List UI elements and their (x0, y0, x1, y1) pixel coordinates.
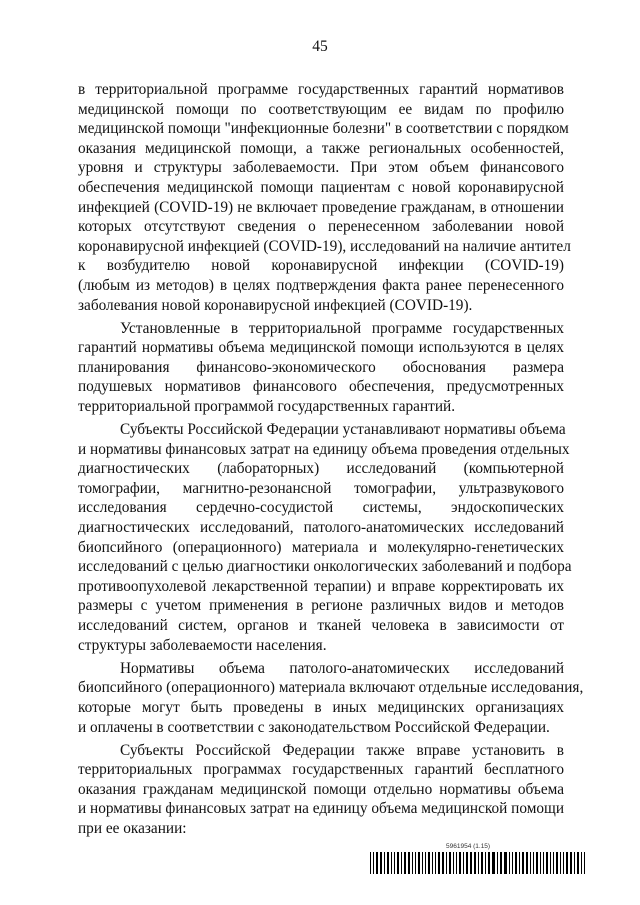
text-line: которых отсутствуют сведения о перенесенном заболевании новой (78, 218, 564, 236)
text-line: планирования финансово-экономического обоснования размера (78, 358, 564, 376)
text-line: биопсийного (операционного) материала включают отдельные исследования, (78, 679, 584, 697)
text-line: к возбудителю новой коронавирусной инфекции (COVID-19) (78, 257, 564, 275)
text-line: томографии, магнитно-резонансной томографии, ультразвукового (78, 479, 564, 497)
text-line: Субъекты Российской Федерации устанавливают нормативы объема (120, 421, 566, 439)
text-line: Субъекты Российской Федерации также вправе установить в (120, 741, 564, 759)
text-line: Установленные в территориальной программе государственных (120, 319, 564, 337)
document-body (78, 80, 584, 842)
document-code: 5961954 (1.15) (446, 843, 491, 850)
text-line: оказания гражданам медицинской помощи отдельно нормативы объема (78, 780, 564, 798)
text-line: медицинской помощи по соответствующим ее видам по профилю (78, 100, 564, 118)
text-line: заболевания новой коронавирусной инфекцией (COVID-19). (78, 296, 473, 314)
text-line: территориальной программой государственных гарантий. (78, 398, 456, 415)
barcode-image (370, 852, 588, 874)
text-line: биопсийного (операционного) материала и молекулярно-генетических (78, 538, 564, 556)
text-line: территориальных программах государственных гарантий бесплатного (78, 761, 564, 779)
text-line: и нормативы финансовых затрат на единицу объема проведения отдельных (78, 440, 570, 458)
text-line: коронавирусной инфекцией (COVID-19), исследований на наличие антител (78, 237, 571, 255)
text-line: обеспечения медицинской помощи пациентам с новой коронавирусной (78, 178, 564, 196)
text-line: гарантий нормативы объема медицинской помощи используются в целях (78, 339, 564, 357)
paragraph (78, 80, 571, 315)
text-line: инфекцией (COVID-19) не включает проведение гражданам, в отношении (78, 198, 564, 216)
text-line: в территориальной программе государственных гарантий нормативов (78, 81, 564, 98)
text-line: оказания медицинской помощи, а также региональных особенностей, (78, 139, 564, 157)
text-line: (любым из методов) в целях подтверждения факта ранее перенесенного (78, 276, 564, 294)
text-line: исследования сердечно-сосудистой системы, эндоскопических (78, 499, 564, 517)
text-line: диагностических исследований, патолого-анатомических исследований (78, 519, 564, 537)
page-number: 45 (312, 38, 328, 55)
text-line: и оплачены в соответствии с законодательством Российской Федерации. (78, 718, 550, 736)
paragraph (78, 741, 564, 839)
paragraph (78, 659, 584, 737)
text-line: которые могут быть проведены в иных медицинских организациях (78, 698, 564, 716)
text-line: структуры заболеваемости населения. (78, 636, 327, 654)
text-line: при ее оказании: (78, 819, 187, 837)
paragraph (78, 319, 564, 417)
paragraph (78, 420, 572, 655)
text-line: медицинской помощи "инфекционные болезни" в соответствии с порядком (78, 120, 569, 138)
text-line: размеры с учетом применения в регионе различных видов и методов (78, 597, 564, 615)
text-line: и нормативы финансовых затрат на единицу объема медицинской помощи (78, 800, 565, 818)
text-line: подушевых нормативов финансового обеспечения, предусмотренных (78, 378, 564, 396)
text-line: исследований систем, органов и тканей человека в зависимости от (78, 617, 564, 635)
text-line: диагностических (лабораторных) исследований (компьютерной (78, 460, 564, 478)
text-line: исследований с целью диагностики онкологических заболеваний и подбора (78, 558, 572, 576)
text-line: Нормативы объема патолого-анатомических исследований (120, 659, 564, 677)
text-line: уровня и структуры заболеваемости. При этом объем финансового (78, 159, 564, 177)
text-line: противоопухолевой лекарственной терапии) и вправе корректировать их (78, 577, 564, 595)
